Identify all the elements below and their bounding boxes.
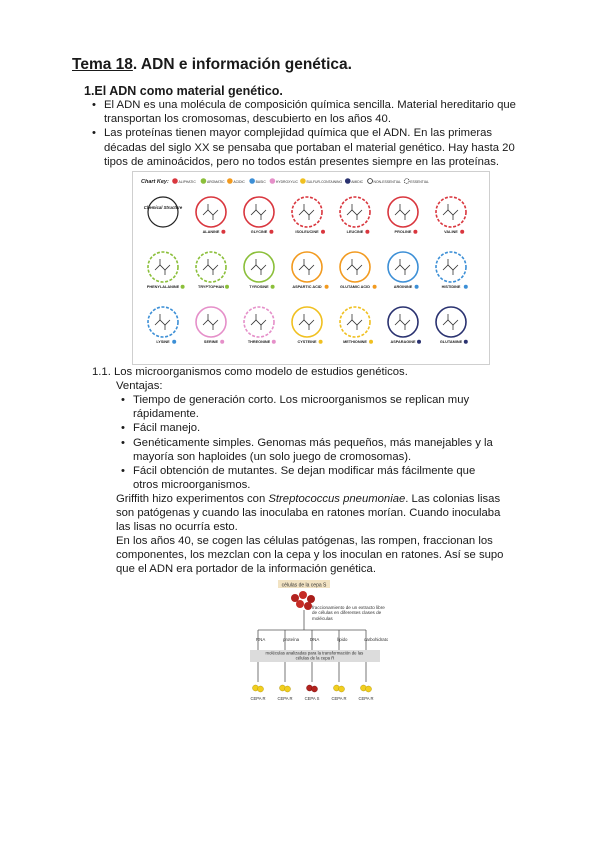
amino-acid-badge [225,285,229,289]
amino-acid-badge [464,340,468,344]
amino-acid-ring [196,252,226,282]
amino-acid-badge [172,340,176,344]
fraction-label: DNA [310,637,320,642]
result-label: CEPA R [250,696,266,701]
amino-acid-ring [244,252,274,282]
amino-acid-name: ASPARAGINE [390,340,416,344]
top-label: células de la cepa S [281,582,327,589]
key-swatch [227,179,232,184]
amino-acid-name: VALINE [444,230,458,234]
list-item: • Genéticamente simples. Genomas más pequeños, más manejables y la mayoría son haploides (un solo juego de cromosomas). [121,436,497,464]
key-item-label: AROMATIC [206,179,225,184]
transformation-figure-svg [240,578,388,718]
key-item-label: AMIDIC [351,179,364,184]
amino-acid-name: TYROSINE [249,285,269,289]
amino-acid-chart-svg [133,172,489,364]
structure-sketch [251,210,266,215]
amino-acid-name: TRYPTOPHAN [198,285,224,289]
amino-acid-ring [292,252,322,282]
amino-acid-cell [436,197,466,234]
species-name: Streptococcus pneumoniae [268,493,406,505]
structure-sketch [347,265,362,270]
amino-acid-badge [415,285,419,289]
list-item: • Fácil manejo. [121,421,497,435]
fraction-label: fraccionamiento de un extracto libre de células en diferentes clases de moléculas [312,605,385,621]
amino-acid-name: PROLINE [394,230,412,234]
key-swatch [250,179,255,184]
amino-acid-ring [292,307,322,337]
key-item-label: ACIDIC [233,179,245,184]
key-item-label: ESSENTIAL [410,179,429,184]
key-swatch [368,179,373,184]
amino-acid-ring [340,307,370,337]
amino-acid-badge [321,230,325,234]
fraction-label: carbohidrato [364,637,388,642]
structure-sketch [395,265,410,270]
amino-acid-cell [436,307,468,344]
amino-acid-ring [292,197,322,227]
amino-acid-chart [132,171,490,365]
structure-sketch [155,320,170,325]
amino-acid-name: THREONINE [247,340,271,344]
structure-sketch [251,320,266,325]
amino-acid-cell [196,252,229,289]
amino-acid-name: LYSINE [156,340,170,344]
amino-acid-badge [220,340,224,344]
amino-acid-ring [148,307,178,337]
amino-acid-badge [269,230,273,234]
amino-acid-name: SERINE [203,340,219,344]
amino-acid-name: METHIONINE [343,340,367,344]
griffith-text-1: Griffith hizo experimentos con [116,493,269,505]
key-swatch [270,179,275,184]
key-item-label: HYDROXYLIC [275,179,298,184]
structure-sketch [347,210,362,215]
amino-acid-cell [147,252,185,289]
list-item: • Tiempo de generación corto. Los microorganismos se replican muy rápidamente. [121,393,497,421]
structure-sketch [299,320,314,325]
amino-acid-name: ARGININE [393,285,413,289]
ventajas-bullets [121,393,497,492]
structure-sketch [203,210,218,215]
amino-acid-ring [388,252,418,282]
amino-acid-cell [340,252,377,289]
amino-acid-name: ALANINE [202,230,220,234]
result-label: CEPA R [277,696,293,701]
title-prefix: Tema 18 [72,56,133,73]
amino-acid-name: GLUTAMINE [439,340,463,344]
transformation-figure [240,578,388,718]
page-title [72,56,352,74]
key-swatch [345,179,350,184]
fraction-label: proteína [283,637,300,642]
experiment-paragraph: En los años 40, se cogen las células patógenas, las rompen, fraccionan los componentes, los mezclan con la cepa y los inoculan en ratones. Así se supo que el ADN era portador de la información genética. [116,535,504,576]
key-item-label: SULFUR-CONTAINING [306,179,343,184]
amino-acid-ring [436,197,466,227]
structure-sketch [443,210,458,215]
amino-acid-cell [388,252,419,289]
amino-acid-name: HISTIDINE [441,285,461,289]
amino-acid-badge [319,340,323,344]
colony-cell [312,686,318,692]
amino-acid-ring [340,252,370,282]
result-label: CEPA S [304,696,320,701]
griffith-paragraph [116,492,516,535]
amino-acid-name: ISOLEUCINE [295,230,319,234]
section-heading: 1.El ADN como material genético. [84,84,283,98]
amino-acid-ring [388,197,418,227]
amino-acid-badge [413,230,417,234]
structure-sketch [299,210,314,215]
structure-legend-circle [148,197,178,227]
amino-acid-badge [369,340,373,344]
amino-acid-badge [272,340,276,344]
amino-acid-badge [464,285,468,289]
amino-acid-name: GLUTAMIC ACID [340,285,370,289]
amino-acid-ring [244,307,274,337]
amino-acid-badge [271,285,275,289]
amino-acid-cell [148,307,178,344]
structure-legend-label: Chemical Structure [143,205,183,210]
structure-sketch [203,265,218,270]
amino-acid-cell [196,307,226,344]
key-swatch [173,179,178,184]
structure-sketch [203,320,218,325]
amino-acid-badge [460,230,464,234]
amino-acid-cell [196,197,226,234]
amino-acid-cell [244,197,274,234]
title-rest: . ADN e información genética. [132,56,352,73]
ventajas-label: Ventajas: [116,380,163,392]
amino-acid-ring [436,307,466,337]
amino-acid-badge [365,230,369,234]
amino-acid-ring [148,252,178,282]
amino-acid-cell [388,197,418,234]
key-item-label: BASIC [255,179,266,184]
amino-acid-ring [196,197,226,227]
key-swatch [404,179,409,184]
amino-acid-name: PHENYLALANINE [146,285,180,289]
structure-sketch [395,320,410,325]
key-item-label: ALIPHATIC [178,179,196,184]
structure-sketch [251,265,266,270]
amino-acid-ring [196,307,226,337]
amino-acid-cell [292,252,329,289]
amino-acid-cell [292,197,325,234]
result-label: CEPA R [331,696,347,701]
amino-acid-ring [244,197,274,227]
result-label: CEPA R [358,696,374,701]
list-item: • Fácil obtención de mutantes. Se dejan modificar más fácilmente que otros microorganismos. [121,464,497,492]
amino-acid-name: GLYCINE [250,230,268,234]
amino-acid-cell [436,252,468,289]
amino-acid-badge [373,285,377,289]
structure-sketch [347,320,362,325]
amino-acid-ring [436,252,466,282]
list-item: • El ADN es una molécula de composición química sencilla. Material hereditario que transportan los cromosomas, descubierto en los años 40. [92,98,524,126]
list-item: • Las proteínas tienen mayor complejidad química que el ADN. En las primeras décadas del siglo XX se pensaba que portaban el material genético. Hay hasta 20 tipos de aminoácidos, pero no todos están presentes siempre en las proteínas. [92,126,524,169]
amino-acid-badge [417,340,421,344]
amino-acid-cell [292,307,323,344]
amino-acid-ring [388,307,418,337]
structure-sketch [443,265,458,270]
colony-cell [366,686,372,692]
section1-bullets [92,98,524,169]
chart-key-label: Chart Key: [141,179,169,185]
key-swatch [301,179,306,184]
subsection-heading: 1.1. Los microorganismos como modelo de estudios genéticos. [92,366,408,378]
colony-cell [285,686,291,692]
amino-acid-badge [181,285,185,289]
mixed-label: moléculas analizadas para la transformación de las células de la cepa R [265,650,364,661]
fraction-label: RNA [256,637,266,642]
structure-sketch [443,320,458,325]
amino-acid-cell [244,307,276,344]
key-item-label: NON-ESSENTIAL [373,179,401,184]
amino-acid-cell [244,252,275,289]
amino-acid-badge [221,230,225,234]
amino-acid-name: CYSTEINE [297,340,317,344]
colony-cell [258,686,264,692]
amino-acid-ring [340,197,370,227]
amino-acid-cell [388,307,421,344]
griffith-text-2: . Las colonias lisas son patógenas y cuando las inoculaba en ratones morían. Cuando inoculaba las lisas no ocurría esto. [116,493,501,534]
amino-acid-name: LEUCINE [346,230,364,234]
amino-acid-name: ASPARTIC ACID [292,285,322,289]
amino-acid-badge [325,285,329,289]
amino-acid-cell [340,197,370,234]
structure-sketch [299,265,314,270]
key-swatch [201,179,206,184]
structure-sketch [155,265,170,270]
structure-sketch [395,210,410,215]
colony-cell [339,686,345,692]
amino-acid-cell [340,307,373,344]
fraction-label: lípido [337,637,348,642]
